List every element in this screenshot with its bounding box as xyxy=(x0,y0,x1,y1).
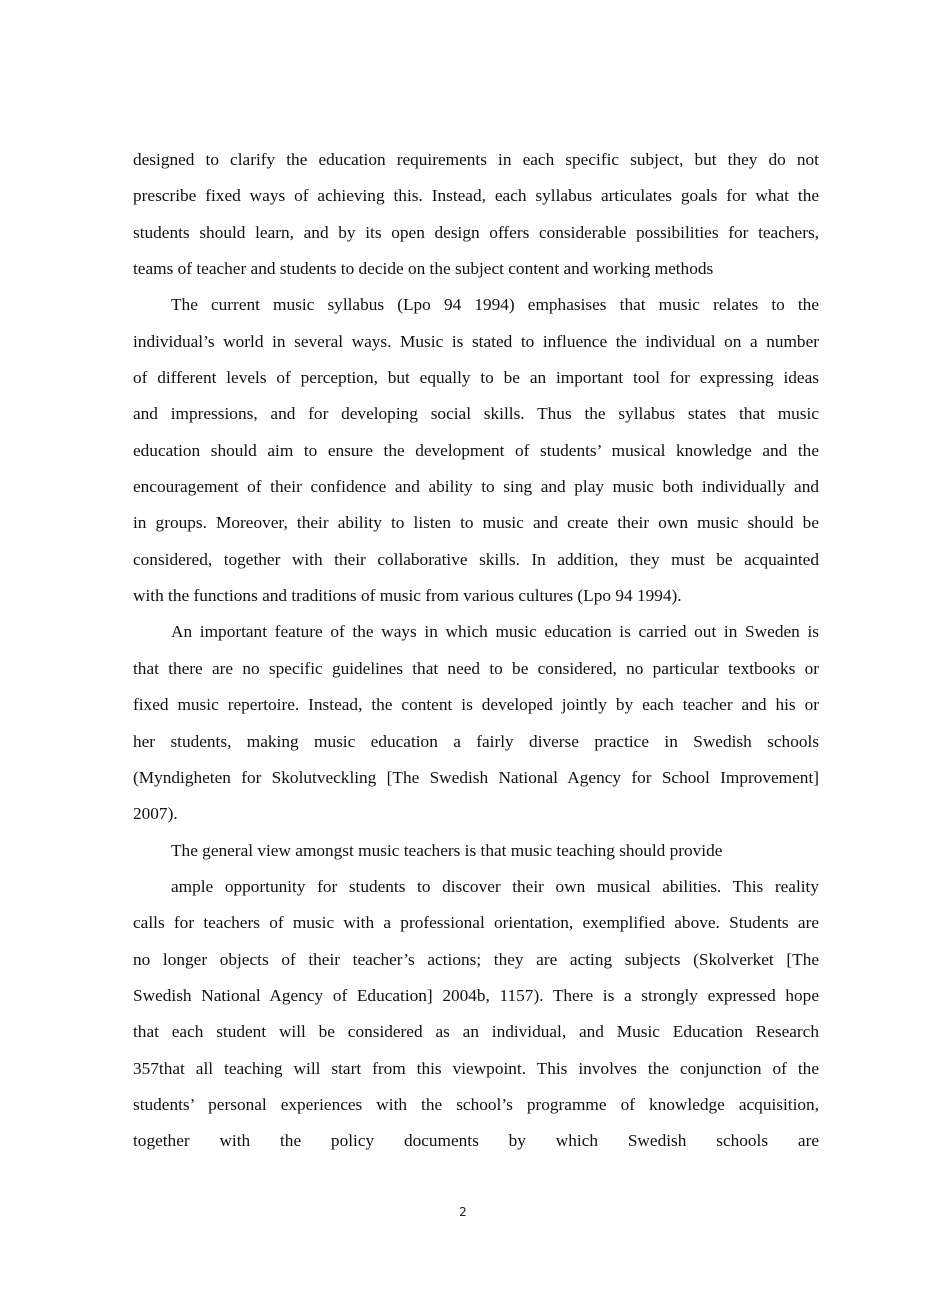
text-line: education should aim to ensure the development of students’ musical knowledge and the xyxy=(133,440,819,460)
text-line: considered, together with their collaborative skills. In addition, they must be acquainted xyxy=(133,549,819,569)
paragraph-5 xyxy=(133,869,819,1160)
text-line: no longer objects of their teacher’s actions; they are acting subjects (Skolverket [The xyxy=(133,949,819,969)
text-line: (Myndigheten for Skolutveckling [The Swedish National Agency for School Improvement] xyxy=(133,767,819,787)
text-line: students should learn, and by its open design offers considerable possibilities for teachers, xyxy=(133,222,819,242)
text-line: teams of teacher and students to decide on the subject content and working methods xyxy=(133,259,714,279)
paragraph-1 xyxy=(133,142,819,287)
text-line: An important feature of the ways in which music education is carried out in Sweden is xyxy=(171,622,819,642)
paragraph-2 xyxy=(133,287,819,614)
text-line: fixed music repertoire. Instead, the content is developed jointly by each teacher and his or xyxy=(133,695,819,715)
text-line: ample opportunity for students to discover their own musical abilities. This reality xyxy=(171,876,819,896)
text-line: students’ personal experiences with the school’s programme of knowledge acquisition, xyxy=(133,1094,819,1114)
text-line: encouragement of their confidence and ability to sing and play music both individually and xyxy=(133,477,819,497)
text-line: calls for teachers of music with a professional orientation, exemplified above. Students are xyxy=(133,913,819,933)
text-line: prescribe fixed ways of achieving this. Instead, each syllabus articulates goals for what the xyxy=(133,186,819,206)
text-line: 2007). xyxy=(133,804,178,824)
text-line: designed to clarify the education requirements in each specific subject, but they do not xyxy=(133,150,819,169)
page-number: 2 xyxy=(459,1205,467,1219)
text-line: The current music syllabus (Lpo 94 1994) emphasises that music relates to the xyxy=(171,295,819,315)
text-line: her students, making music education a fairly diverse practice in Swedish schools xyxy=(133,731,819,751)
paragraph-3 xyxy=(133,614,819,832)
body-text xyxy=(133,142,819,1160)
text-line: Swedish National Agency of Education] 2004b, 1157). There is a strongly expressed hope xyxy=(133,985,819,1005)
text-line: 357that all teaching will start from this viewpoint. This involves the conjunction of the xyxy=(133,1058,819,1078)
text-line: that each student will be considered as an individual, and Music Education Research xyxy=(133,1022,819,1042)
text-line: with the functions and traditions of music from various cultures (Lpo 94 1994). xyxy=(133,586,682,606)
text-line: of different levels of perception, but equally to be an important tool for expressing ideas xyxy=(133,368,819,388)
text-line: individual’s world in several ways. Music is stated to influence the individual on a number xyxy=(133,331,819,351)
text-line: that there are no specific guidelines that need to be considered, no particular textbooks or xyxy=(133,658,819,678)
text-line: and impressions, and for developing social skills. Thus the syllabus states that music xyxy=(133,404,819,424)
text-line: The general view amongst music teachers is that music teaching should provide xyxy=(171,840,723,860)
text-line: together with the policy documents by which Swedish schools are xyxy=(133,1131,819,1151)
text-line: in groups. Moreover, their ability to listen to music and create their own music should be xyxy=(133,513,819,533)
paragraph-4 xyxy=(133,833,819,869)
